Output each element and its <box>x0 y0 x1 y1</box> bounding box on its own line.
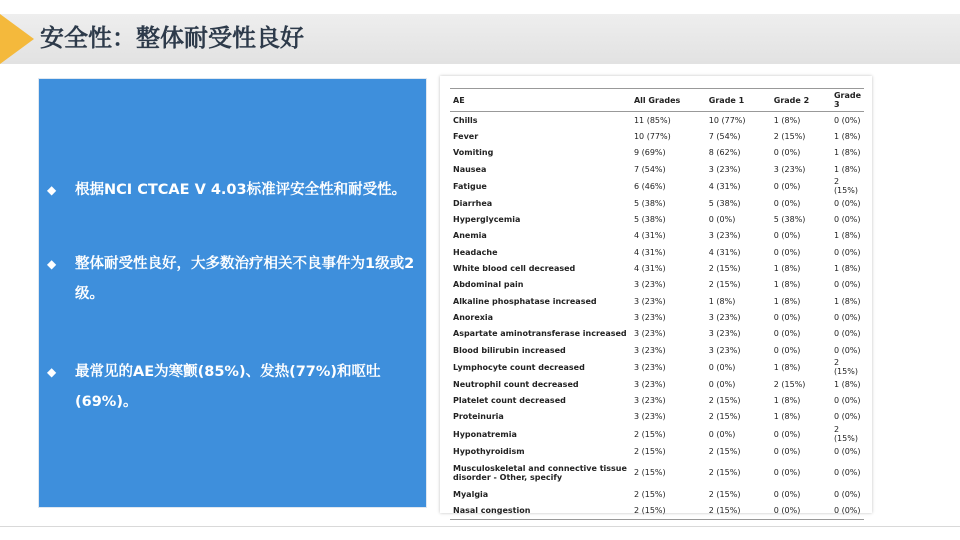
grade-value-cell: 0 (0%) <box>773 329 801 339</box>
grade-value-cell: 1 (8%) <box>833 164 861 174</box>
grade-value-cell: 2 (15%) <box>833 358 858 377</box>
grade-value-cell: 3 (23%) <box>708 231 741 241</box>
grade-value-cell: 3 (23%) <box>633 329 666 339</box>
ae-name-cell: Hyperglycemia <box>453 215 521 225</box>
table-row <box>450 309 864 325</box>
ae-name-cell: Hypothyroidism <box>453 446 525 456</box>
table-row <box>450 443 864 459</box>
grade-value-cell: 0 (0%) <box>773 468 801 478</box>
grade-value-cell: 4 (31%) <box>633 247 666 257</box>
ae-name-cell: Vomiting <box>453 148 494 158</box>
grade-value-cell: 1 (8%) <box>773 296 801 306</box>
grade-value-cell: 3 (23%) <box>708 345 741 355</box>
grade-value-cell: 0 (0%) <box>833 247 861 257</box>
grade-value-cell: 0 (0%) <box>833 312 861 322</box>
ae-name-cell: White blood cell decreased <box>453 264 576 274</box>
ae-name-cell: Myalgia <box>453 489 489 499</box>
table-body <box>450 112 864 520</box>
column-header: Grade 3 <box>831 89 864 112</box>
grade-value-cell: 1 (8%) <box>773 264 801 274</box>
ae-name-cell: Headache <box>453 247 498 257</box>
ae-name-cell: Anemia <box>453 231 487 241</box>
grade-value-cell: 0 (0%) <box>833 198 861 208</box>
grade-value-cell: 1 (8%) <box>833 296 861 306</box>
grade-value-cell: 0 (0%) <box>773 446 801 456</box>
grade-value-cell: 0 (0%) <box>831 503 864 520</box>
grade-value-cell: 1 (8%) <box>833 379 861 389</box>
ae-name-cell: Abdominal pain <box>453 280 524 290</box>
grade-value-cell: 9 (69%) <box>633 148 666 158</box>
diamond-bullet-icon: ◆ <box>47 257 57 271</box>
grade-value-cell: 2 (15%) <box>706 503 771 520</box>
grade-value-cell: 2 (15%) <box>708 280 741 290</box>
table-row <box>450 195 864 211</box>
grade-value-cell: 0 (0%) <box>833 280 861 290</box>
table-row <box>450 358 864 376</box>
grade-value-cell: 1 (8%) <box>833 131 861 141</box>
ae-name-cell: Blood bilirubin increased <box>453 345 566 355</box>
ae-name-cell: Proteinuria <box>453 412 504 422</box>
grade-value-cell: 3 (23%) <box>633 280 666 290</box>
grade-value-cell: 4 (31%) <box>633 231 666 241</box>
table-row <box>450 161 864 177</box>
bullet-item <box>47 249 417 309</box>
grade-value-cell: 8 (62%) <box>708 148 741 158</box>
table-row <box>450 228 864 244</box>
table-row <box>450 342 864 358</box>
grade-value-cell: 0 (0%) <box>773 231 801 241</box>
grade-value-cell: 0 (0%) <box>708 379 736 389</box>
grade-value-cell: 2 (15%) <box>708 412 741 422</box>
ae-name-cell: Platelet count decreased <box>453 396 566 406</box>
page-title: 安全性：整体耐受性良好 <box>40 24 304 52</box>
grade-value-cell: 2 (15%) <box>708 446 741 456</box>
grade-value-cell: 2 (15%) <box>708 468 741 478</box>
grade-value-cell: 1 (8%) <box>773 280 801 290</box>
grade-value-cell: 4 (31%) <box>708 247 741 257</box>
grade-value-cell: 0 (0%) <box>773 148 801 158</box>
table-row <box>450 293 864 309</box>
table-row <box>450 392 864 408</box>
grade-value-cell: 2 (15%) <box>708 489 741 499</box>
grade-value-cell: 0 (0%) <box>833 215 861 225</box>
grade-value-cell: 1 (8%) <box>833 148 861 158</box>
diamond-bullet-icon: ◆ <box>47 183 57 197</box>
grade-value-cell: 0 (0%) <box>833 329 861 339</box>
ae-table <box>450 88 864 520</box>
ae-name-cell: Hyponatremia <box>453 429 517 439</box>
grade-value-cell: 5 (38%) <box>708 198 741 208</box>
grade-value-cell: 1 (8%) <box>773 412 801 422</box>
table-row <box>450 145 864 161</box>
table-row <box>450 260 864 276</box>
grade-value-cell: 2 (15%) <box>708 264 741 274</box>
column-header: All Grades <box>631 89 706 112</box>
ae-name-cell: Anorexia <box>453 312 494 322</box>
bullet-item <box>47 175 417 205</box>
grade-value-cell: 0 (0%) <box>771 503 831 520</box>
column-header: AE <box>450 89 631 112</box>
column-header: Grade 2 <box>771 89 831 112</box>
table-row <box>450 244 864 260</box>
ae-name-cell: Neutrophil count decreased <box>453 379 579 389</box>
grade-value-cell: 0 (0%) <box>773 312 801 322</box>
grade-value-cell: 3 (23%) <box>773 164 806 174</box>
grade-value-cell: 0 (0%) <box>773 345 801 355</box>
grade-value-cell: 3 (23%) <box>633 379 666 389</box>
grade-value-cell: 3 (23%) <box>633 296 666 306</box>
ae-name-cell: Lymphocyte count decreased <box>453 362 585 372</box>
grade-value-cell: 2 (15%) <box>633 446 666 456</box>
grade-value-cell: 11 (85%) <box>633 115 671 125</box>
grade-value-cell: 0 (0%) <box>773 429 801 439</box>
grade-value-cell: 0 (0%) <box>708 429 736 439</box>
grade-value-cell: 5 (38%) <box>773 215 806 225</box>
ae-name-cell: Diarrhea <box>453 198 493 208</box>
bullet-text: 根据NCI CTCAE V 4.03标准评安全性和耐受性。 <box>75 182 407 198</box>
grade-value-cell: 7 (54%) <box>633 164 666 174</box>
table-header-row <box>450 89 864 112</box>
ae-name-cell: Chills <box>453 115 478 125</box>
table-row <box>450 211 864 227</box>
grade-value-cell: 3 (23%) <box>708 164 741 174</box>
table-row <box>450 376 864 392</box>
grade-value-cell: 0 (0%) <box>833 468 861 478</box>
summary-panel <box>38 78 427 508</box>
grade-value-cell: 2 (15%) <box>773 131 806 141</box>
table-row <box>450 177 864 195</box>
footer-divider <box>0 526 960 527</box>
grade-value-cell: 3 (23%) <box>633 345 666 355</box>
grade-value-cell: 3 (23%) <box>633 412 666 422</box>
table-row <box>450 326 864 342</box>
grade-value-cell: 0 (0%) <box>773 181 801 191</box>
grade-value-cell: 3 (23%) <box>633 396 666 406</box>
grade-value-cell: 2 (15%) <box>631 503 706 520</box>
ae-name-cell: Fever <box>453 131 479 141</box>
grade-value-cell: 2 (15%) <box>833 177 858 196</box>
grade-value-cell: 0 (0%) <box>833 412 861 422</box>
diamond-bullet-icon: ◆ <box>47 365 57 379</box>
table-row <box>450 425 864 443</box>
bullet-item <box>47 357 417 417</box>
table-row <box>450 486 864 502</box>
grade-value-cell: 0 (0%) <box>833 489 861 499</box>
bullet-text: 整体耐受性良好，大多数治疗相关不良事件为1级或2级。 <box>75 256 415 302</box>
table-row <box>450 459 864 486</box>
grade-value-cell: 0 (0%) <box>833 115 861 125</box>
grade-value-cell: 0 (0%) <box>708 362 736 372</box>
grade-value-cell: 2 (15%) <box>708 396 741 406</box>
grade-value-cell: 5 (38%) <box>633 215 666 225</box>
grade-value-cell: 10 (77%) <box>708 115 746 125</box>
grade-value-cell: 10 (77%) <box>633 131 671 141</box>
grade-value-cell: 6 (46%) <box>633 181 666 191</box>
grade-value-cell: 3 (23%) <box>633 362 666 372</box>
grade-value-cell: 2 (15%) <box>773 379 806 389</box>
ae-table-image <box>440 76 872 516</box>
grade-value-cell: 5 (38%) <box>633 198 666 208</box>
ae-name-cell: Alkaline phosphatase increased <box>453 296 597 306</box>
table-row <box>450 409 864 425</box>
grade-value-cell: 4 (31%) <box>708 181 741 191</box>
table-row <box>450 277 864 293</box>
grade-value-cell: 0 (0%) <box>833 396 861 406</box>
table-row <box>450 128 864 144</box>
table-row <box>450 112 864 129</box>
ae-name-cell: Nasal congestion <box>450 503 631 520</box>
grade-value-cell: 0 (0%) <box>773 247 801 257</box>
grade-value-cell: 2 (15%) <box>633 429 666 439</box>
grade-value-cell: 7 (54%) <box>708 131 741 141</box>
grade-value-cell: 1 (8%) <box>773 115 801 125</box>
grade-value-cell: 3 (23%) <box>708 312 741 322</box>
grade-value-cell: 1 (8%) <box>773 362 801 372</box>
grade-value-cell: 1 (8%) <box>833 264 861 274</box>
grade-value-cell: 0 (0%) <box>833 345 861 355</box>
grade-value-cell: 1 (8%) <box>708 296 736 306</box>
ae-name-cell: Musculoskeletal and connective tissue disorder - Other, specify <box>453 463 627 482</box>
ae-name-cell: Nausea <box>453 164 487 174</box>
grade-value-cell: 1 (8%) <box>833 231 861 241</box>
grade-value-cell: 2 (15%) <box>633 468 666 478</box>
grade-value-cell: 1 (8%) <box>773 396 801 406</box>
ae-name-cell: Aspartate aminotransferase increased <box>453 329 627 339</box>
title-accent-shape <box>0 14 34 64</box>
table-row <box>450 503 864 520</box>
grade-value-cell: 3 (23%) <box>708 329 741 339</box>
grade-value-cell: 3 (23%) <box>633 312 666 322</box>
grade-value-cell: 0 (0%) <box>773 198 801 208</box>
grade-value-cell: 2 (15%) <box>833 425 858 444</box>
grade-value-cell: 2 (15%) <box>633 489 666 499</box>
ae-name-cell: Fatigue <box>453 181 487 191</box>
grade-value-cell: 0 (0%) <box>708 215 736 225</box>
grade-value-cell: 4 (31%) <box>633 264 666 274</box>
bullet-text: 最常见的AE为寒颤(85%)、发热(77%)和呕吐(69%)。 <box>75 364 381 410</box>
grade-value-cell: 0 (0%) <box>833 446 861 456</box>
grade-value-cell: 0 (0%) <box>773 489 801 499</box>
column-header: Grade 1 <box>706 89 771 112</box>
